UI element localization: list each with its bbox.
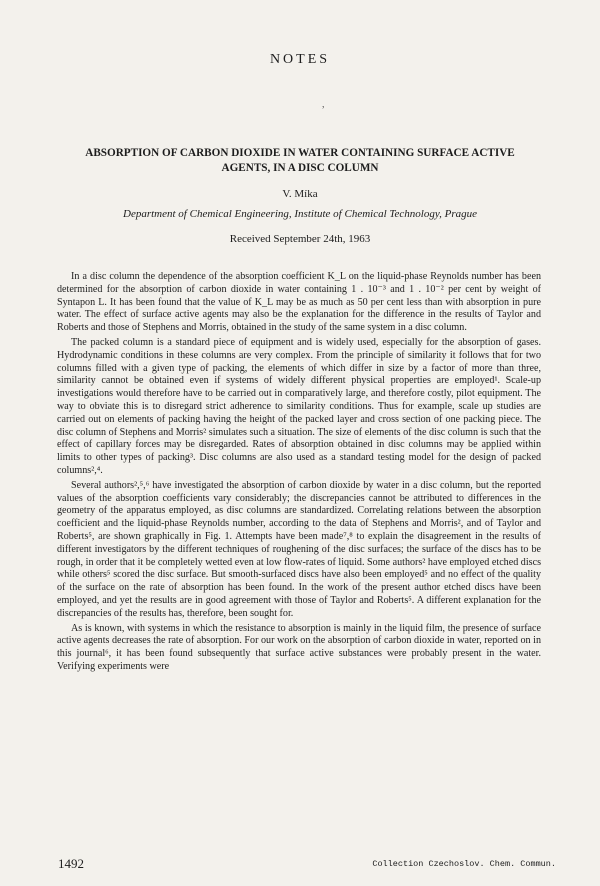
page-number: 1492: [58, 856, 84, 871]
article-title: ABSORPTION OF CARBON DIOXIDE IN WATER CONTAINING SURFACE ACTIVE AGENTS, IN A DISC COLUMN: [85, 147, 515, 174]
body-paragraph: Several authors²,⁵,⁶ have investigated the absorption of carbon dioxide by water in a disc column, but the reported values of the absorption coefficients vary considerably; the discrepancies cannot be attributed to differences in the geometry of the apparatus employed, as disc columns are standardized. Correlating relations between the absorption coefficient and the liquid-phase Reynolds number, according to the data of Stephens and Morris², and of Taylor and Roberts⁵, are shown graphically in Fig. 1. Attempts have been made⁷,⁸ to explain the disagreement in the results of different investigators by the different techniques of roughening of the disc surfaces; the surface of the discs has to be rough, in order that it be completely wetted even at low flow-rates of liquid. Some authors² have employed etched discs while others⁵ scored the disc surface. But smooth-surfaced discs have also been employed⁵ and no effect of the quality of the surface on the rate of absorption has been found. In the work of the present author etched discs have been employed, and yet the results are in good agreement with those of Taylor and Roberts⁵. A different explanation for the discrepancies of the results has, therefore, been sought for.: [57, 479, 541, 619]
section-heading: NOTES: [269, 52, 331, 67]
abstract-paragraph: In a disc column the dependence of the absorption coefficient K_L on the liquid-phase Reynolds number has been determined for the absorption of carbon dioxide in water containing 1 . 10⁻³ and 1 . 10⁻² per cent by weight of Syntapon L. It has been found that the value of K_L may be as much as 50 per cent less than with absorption in pure water. The effect of surface active agents may also be the explanation for the difference in the results of Taylor and Roberts and those of Stephens and Morris, obtained in the study of the same system in a disc column.: [57, 271, 541, 334]
journal-name: Collection Czechoslov. Chem. Commun.: [372, 859, 556, 869]
body-paragraph: The packed column is a standard piece of equipment and is widely used, especially for the absorption of gases. Hydrodynamic conditions in these columns are very complex. From the principle of similarity it follows that for two columns filled with a given type of packing, the elements of which differ in size by a factor of more than three, similarity cannot be obtained even if systems of widely different physical properties are employed¹. Scale-up investigations would therefore have to be carried out in comparatively large, and therefore costly, pilot equipment. The way to obviate this is to disregard strict adherence to similarity conditions. Thus for example, scale up studies are carried out on elements of packing having the height of the packed layer and cross section of one packing piece. The disc column of Stephens and Morris² simulates such a situation. The size of elements of the disc column is such that the effect of capillary forces may be disregarded. Rates of absorption obtained in disc columns may be applied within limits to other types of packing³. Disc columns are also used as a standard testing model for the design of packed columns²,⁴.: [57, 336, 541, 476]
received-date: Received September 24th, 1963: [229, 233, 371, 245]
body-paragraph: As is known, with systems in which the resistance to absorption is mainly in the liquid film, the presence of surface active agents decreases the rate of absorption. For our work on the absorption of carbon dioxide in water, reported on in this journal⁶, it has been found subsequently that surface active substances were probably present in the water. Verifying experiments were: [57, 622, 541, 672]
author-affiliation: Department of Chemical Engineering, Institute of Chemical Technology, Prague: [123, 208, 477, 220]
stray-mark: ,: [322, 99, 325, 110]
article-author: V. Míka: [282, 188, 318, 200]
article-body: [57, 271, 541, 676]
